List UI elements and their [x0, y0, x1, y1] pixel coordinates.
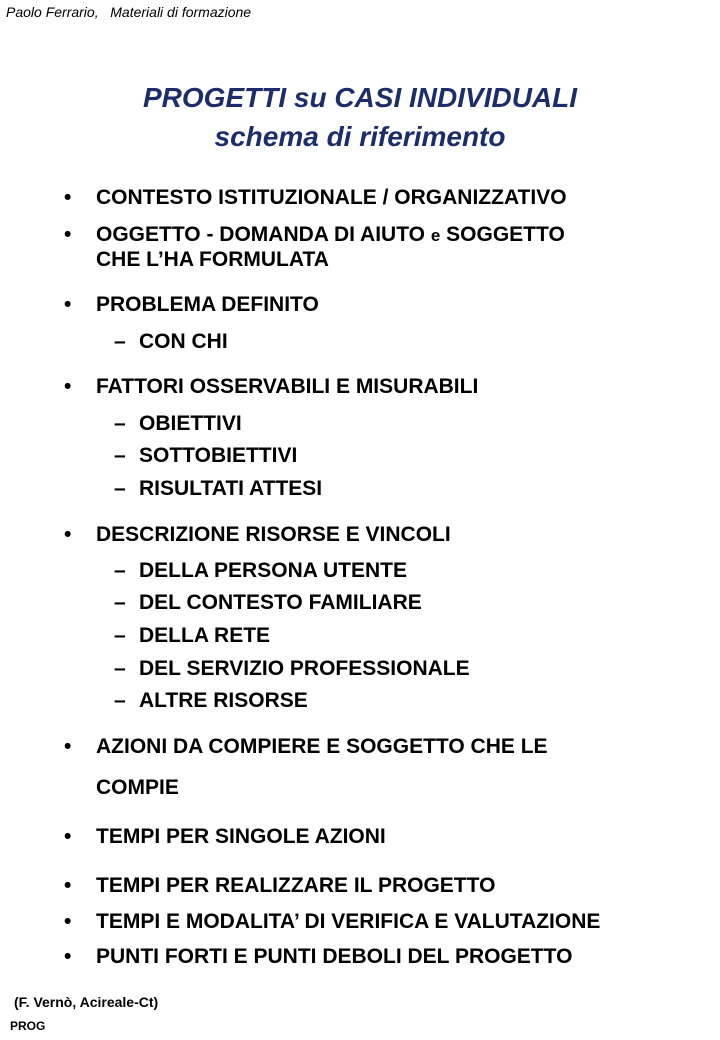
- dash-marker: –: [114, 477, 126, 500]
- bullet-marker: •: [64, 910, 72, 933]
- sub-list-item: DELLA PERSONA UTENTE: [139, 559, 407, 582]
- bullet-marker: •: [64, 186, 72, 209]
- list-item-part: SOGGETTO: [440, 223, 565, 246]
- sub-list-item: DEL SERVIZIO PROFESSIONALE: [139, 657, 470, 680]
- sub-list-item: DELLA RETE: [139, 624, 271, 647]
- bullet-marker: •: [64, 735, 72, 758]
- bullet-marker: •: [64, 293, 72, 316]
- footer-code: PROG: [10, 1019, 46, 1033]
- footer-citation: (F. Vernò, Acireale-Ct): [14, 994, 159, 1010]
- list-item: TEMPI PER REALIZZARE IL PROGETTO: [96, 874, 496, 897]
- sub-list-item: OBIETTIVI: [139, 412, 242, 435]
- list-item-continuation: CHE L’HA FORMULATA: [96, 248, 329, 271]
- dash-marker: –: [114, 444, 126, 467]
- list-item-part: OGGETTO - DOMANDA DI AIUTO: [96, 223, 431, 246]
- sub-list-item: RISULTATI ATTESI: [139, 477, 323, 500]
- list-item-continuation: COMPIE: [96, 776, 179, 799]
- dash-marker: –: [114, 330, 126, 353]
- list-item: CONTESTO ISTITUZIONALE / ORGANIZZATIVO: [96, 186, 567, 209]
- bullet-marker: •: [64, 223, 72, 246]
- dash-marker: –: [114, 591, 126, 614]
- dash-marker: –: [114, 689, 126, 712]
- list-item: TEMPI PER SINGOLE AZIONI: [96, 825, 386, 848]
- dash-marker: –: [114, 559, 126, 582]
- bullet-marker: •: [64, 874, 72, 897]
- list-item: AZIONI DA COMPIERE E SOGGETTO CHE LE: [96, 735, 548, 758]
- document-header: Paolo Ferrario, Materiali di formazione: [6, 4, 252, 20]
- list-item: TEMPI E MODALITA’ DI VERIFICA E VALUTAZIONE: [96, 910, 601, 933]
- list-item: [96, 223, 565, 248]
- sub-list-item: CON CHI: [139, 330, 228, 353]
- list-item: PROBLEMA DEFINITO: [96, 293, 319, 316]
- list-item: FATTORI OSSERVABILI E MISURABILI: [96, 375, 479, 398]
- dash-marker: –: [114, 412, 126, 435]
- list-item-part: e: [430, 226, 441, 245]
- sub-list-item: SOTTOBIETTIVI: [139, 444, 298, 467]
- dash-marker: –: [114, 624, 126, 647]
- page-subtitle: schema di riferimento: [214, 121, 506, 152]
- bullet-marker: •: [64, 825, 72, 848]
- bullet-marker: •: [64, 375, 72, 398]
- sub-list-item: ALTRE RISORSE: [139, 689, 308, 712]
- list-item: PUNTI FORTI E PUNTI DEBOLI DEL PROGETTO: [96, 945, 573, 968]
- dash-marker: –: [114, 657, 126, 680]
- page-title: PROGETTI su CASI INDIVIDUALI: [142, 82, 578, 113]
- bullet-marker: •: [64, 945, 72, 968]
- sub-list-item: DEL CONTESTO FAMILIARE: [139, 591, 422, 614]
- bullet-marker: •: [64, 523, 72, 546]
- list-item: DESCRIZIONE RISORSE E VINCOLI: [96, 523, 451, 546]
